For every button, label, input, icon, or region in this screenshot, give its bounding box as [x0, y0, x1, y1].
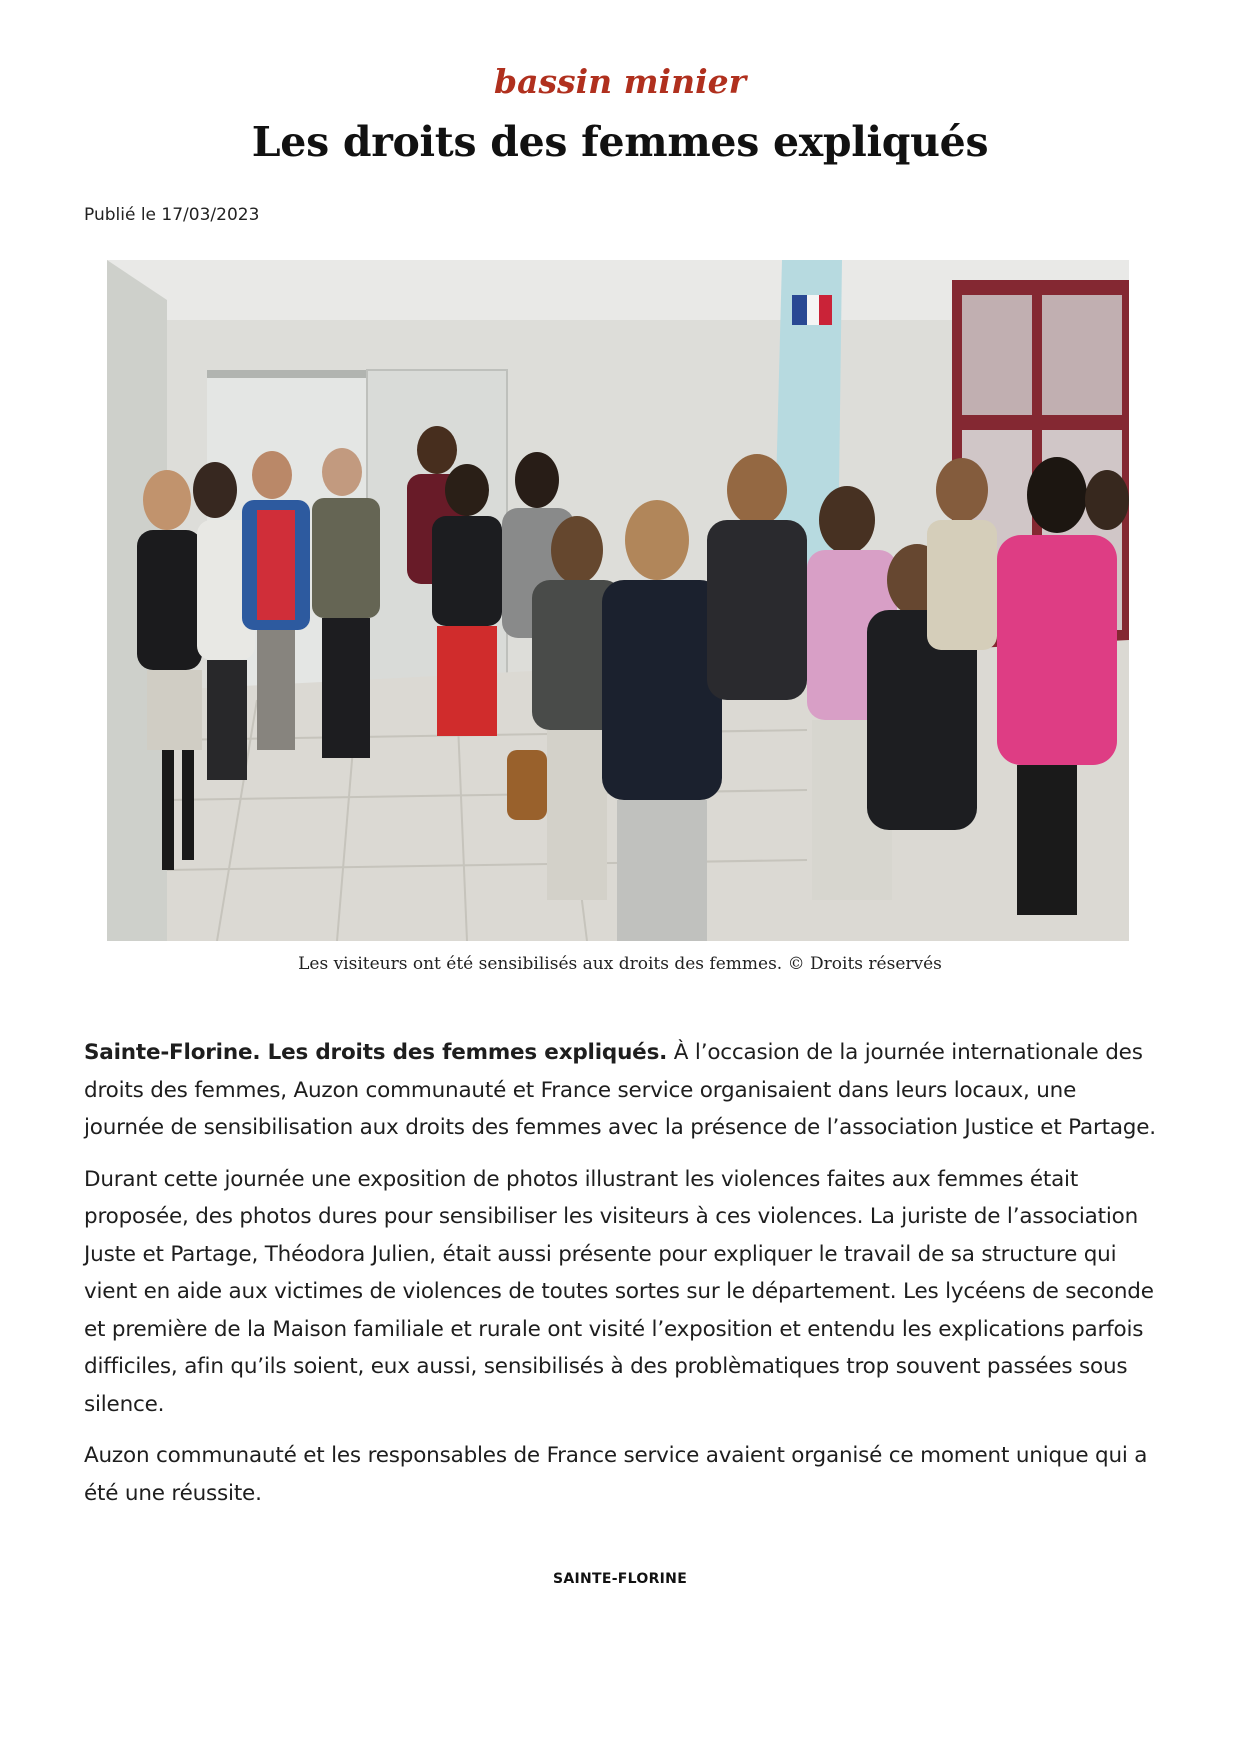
paragraph-2: Durant cette journée une exposition de photos illustrant les violences faites aux femmes était proposée, des photos dures pour sensibiliser les visiteurs à ces violences. La juriste de l’association Juste et Partage, Théodora Julien, était aussi présente pour expliquer le travail de sa structure qui vient en aide aux victimes de violences de toutes sortes sur le département. Les lycéens de seconde et première de la Maison familiale et rurale ont visité l’exposition et entendu les explications parfois difficiles, afin qu’ils soient, eux aussi, sensibilisés à des problèmatiques trop souvent passées sous silence.: [84, 1166, 1154, 1417]
photo-illustration: [107, 260, 1129, 941]
article-lede: Sainte-Florine. Les droits des femmes expliqués.: [84, 1040, 668, 1065]
location-tag[interactable]: SAINTE-FLORINE: [552, 1571, 688, 1587]
article-headline: Les droits des femmes expliqués: [251, 118, 989, 166]
paragraph-1-text: À l’occasion de la journée internationale des droits des femmes, Auzon communauté et France service organisaient dans leurs locaux, une journée de sensibilisation aux droits des femmes avec la présence de l’association Justice et Partage.: [84, 1040, 1156, 1140]
article-photo[interactable]: [107, 260, 1129, 941]
publication-date: Publié le 17/03/2023: [84, 205, 260, 225]
paragraph-1: [84, 1034, 1156, 1147]
paragraph-3: Auzon communauté et les responsables de France service avaient organisé ce moment unique qui a été une réussite.: [84, 1443, 1148, 1506]
section-kicker[interactable]: bassin minier: [494, 62, 746, 101]
article-body: [84, 1034, 1156, 1526]
photo-caption: Les visiteurs ont été sensibilisés aux droits des femmes. © Droits réservés: [298, 954, 942, 974]
